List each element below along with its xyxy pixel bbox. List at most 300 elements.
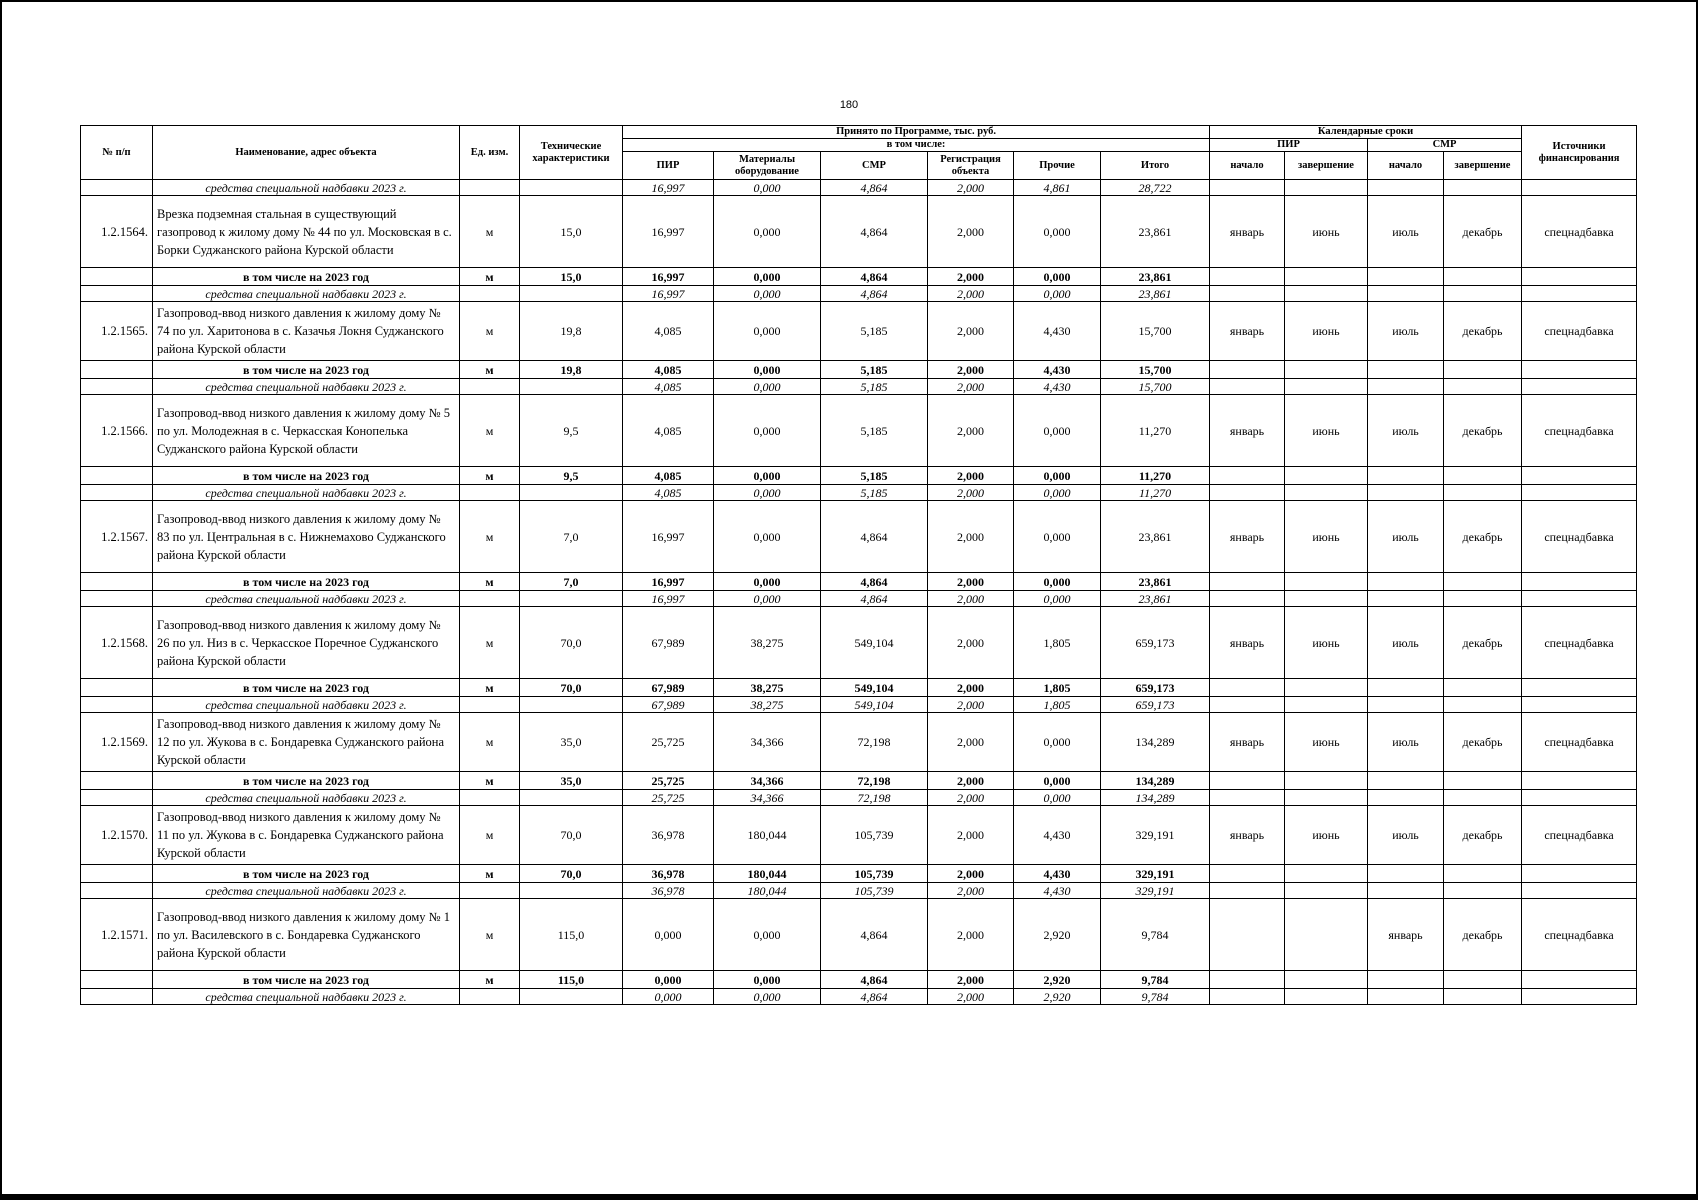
- cell-empty: [1210, 573, 1285, 591]
- row-smr-start: июль: [1368, 395, 1444, 467]
- row-pir-end: июнь: [1285, 607, 1368, 679]
- row-smr-start: июль: [1368, 806, 1444, 865]
- row-reg: 2,000: [928, 607, 1014, 679]
- header-smr: СМР: [821, 152, 928, 180]
- source-row: [81, 790, 1637, 806]
- cell-empty: [1444, 697, 1522, 713]
- row-pir-end: июнь: [1285, 501, 1368, 573]
- row-pir-start: январь: [1210, 713, 1285, 772]
- cell-empty: [81, 865, 153, 883]
- subtotal-label: в том числе на 2023 год: [153, 971, 460, 989]
- header-pir-start: начало: [1210, 152, 1285, 180]
- subtotal-smr: 105,739: [821, 865, 928, 883]
- table-row: [81, 806, 1637, 865]
- row-pir-start: январь: [1210, 302, 1285, 361]
- src-mat: 0,000: [714, 591, 821, 607]
- subtotal-other: 0,000: [1014, 573, 1101, 591]
- subtotal-smr: 5,185: [821, 467, 928, 485]
- cell-empty: [1285, 180, 1368, 196]
- row-other: 4,430: [1014, 806, 1101, 865]
- cell-empty: [1522, 865, 1637, 883]
- row-code: 1.2.1564.: [81, 196, 153, 268]
- cell-empty: [1368, 379, 1444, 395]
- row-unit: м: [460, 713, 520, 772]
- subtotal-unit: м: [460, 573, 520, 591]
- row-pir-end: июнь: [1285, 713, 1368, 772]
- row-code: 1.2.1565.: [81, 302, 153, 361]
- row-other: 4,430: [1014, 302, 1101, 361]
- subtotal-reg: 2,000: [928, 268, 1014, 286]
- cell-empty: [1368, 679, 1444, 697]
- cell-empty: [1210, 697, 1285, 713]
- subtotal-unit: м: [460, 467, 520, 485]
- row-smr-end: декабрь: [1444, 395, 1522, 467]
- src-label: средства специальной надбавки 2023 г.: [153, 485, 460, 501]
- row-pir-end: июнь: [1285, 196, 1368, 268]
- row-total: 329,191: [1101, 806, 1210, 865]
- cell-empty: [1444, 573, 1522, 591]
- cell-empty: [1368, 790, 1444, 806]
- row-name: Газопровод-ввод низкого давления к жилому дому № 11 по ул. Жукова в с. Бондаревка Суджанского района Курской области: [153, 806, 460, 865]
- row-code: 1.2.1568.: [81, 607, 153, 679]
- cell-empty: [520, 485, 623, 501]
- subtotal-row: [81, 361, 1637, 379]
- subtotal-reg: 2,000: [928, 865, 1014, 883]
- src-mat: 180,044: [714, 883, 821, 899]
- subtotal-mat: 0,000: [714, 971, 821, 989]
- src-smr: 4,864: [821, 286, 928, 302]
- src-reg: 2,000: [928, 591, 1014, 607]
- subtotal-reg: 2,000: [928, 679, 1014, 697]
- subtotal-unit: м: [460, 772, 520, 790]
- subtotal-smr: 72,198: [821, 772, 928, 790]
- src-pir: 0,000: [623, 989, 714, 1005]
- page-bottom-edge: [0, 1194, 1698, 1200]
- subtotal-smr: 4,864: [821, 971, 928, 989]
- src-other: 4,430: [1014, 379, 1101, 395]
- cell-empty: [1368, 286, 1444, 302]
- row-smr-start: июль: [1368, 302, 1444, 361]
- subtotal-pir: 0,000: [623, 971, 714, 989]
- subtotal-other: 1,805: [1014, 679, 1101, 697]
- row-mat: 0,000: [714, 899, 821, 971]
- subtotal-other: 2,920: [1014, 971, 1101, 989]
- src-mat: 34,366: [714, 790, 821, 806]
- row-finance: спецнадбавка: [1522, 806, 1637, 865]
- cell-empty: [1368, 865, 1444, 883]
- row-smr-start: июль: [1368, 607, 1444, 679]
- subtotal-label: в том числе на 2023 год: [153, 865, 460, 883]
- subtotal-pir: 4,085: [623, 467, 714, 485]
- header-registration: Регистрация объекта: [928, 152, 1014, 180]
- cell-empty: [1522, 679, 1637, 697]
- row-smr: 5,185: [821, 302, 928, 361]
- subtotal-pir: 4,085: [623, 361, 714, 379]
- cell-empty: [1444, 989, 1522, 1005]
- cell-empty: [1210, 865, 1285, 883]
- row-other: 0,000: [1014, 395, 1101, 467]
- subtotal-pir: 25,725: [623, 772, 714, 790]
- header-materials: Материалы оборудование: [714, 152, 821, 180]
- subtotal-row: [81, 573, 1637, 591]
- table-row-top-src: [81, 180, 1637, 196]
- cell-empty: [1522, 697, 1637, 713]
- cell-empty: [460, 883, 520, 899]
- cell-empty: [460, 790, 520, 806]
- cell-empty: [1522, 989, 1637, 1005]
- src-total: 9,784: [1101, 989, 1210, 1005]
- row-tech: 115,0: [520, 899, 623, 971]
- cell-empty: [1444, 772, 1522, 790]
- cell-empty: [1368, 989, 1444, 1005]
- header-pir-end: завершение: [1285, 152, 1368, 180]
- row-name: Газопровод-ввод низкого давления к жилому дому № 26 по ул. Низ в с. Черкасское Поречное Суджанского района Курской области: [153, 607, 460, 679]
- cell-empty: [520, 697, 623, 713]
- cell-empty: [1285, 268, 1368, 286]
- header-cal-pir: ПИР: [1210, 139, 1368, 152]
- cell-empty: [1285, 772, 1368, 790]
- cell-empty: [1444, 379, 1522, 395]
- cell-empty: [81, 485, 153, 501]
- row-other: 0,000: [1014, 501, 1101, 573]
- src-mat: 0,000: [714, 379, 821, 395]
- row-reg: 2,000: [928, 395, 1014, 467]
- cell-empty: [1285, 286, 1368, 302]
- src-mat: 0,000: [714, 485, 821, 501]
- cell-empty: [1210, 467, 1285, 485]
- row-reg: 2,000: [928, 806, 1014, 865]
- subtotal-row: [81, 268, 1637, 286]
- cell-empty: [1285, 573, 1368, 591]
- row-mat: 0,000: [714, 501, 821, 573]
- subtotal-smr: 549,104: [821, 679, 928, 697]
- src-smr: 4,864: [821, 989, 928, 1005]
- cell-empty: [1285, 989, 1368, 1005]
- cell-empty: [460, 485, 520, 501]
- cell-empty: [1522, 971, 1637, 989]
- subtotal-tech: 115,0: [520, 971, 623, 989]
- subtotal-other: 0,000: [1014, 467, 1101, 485]
- row-name: Врезка подземная стальная в существующий газопровод к жилому дому № 44 по ул. Московская в с. Борки Суджанского района Курской области: [153, 196, 460, 268]
- src-label: средства специальной надбавки 2023 г.: [153, 697, 460, 713]
- src-other: 0,000: [1014, 591, 1101, 607]
- row-total: 23,861: [1101, 501, 1210, 573]
- subtotal-reg: 2,000: [928, 467, 1014, 485]
- row-mat: 0,000: [714, 302, 821, 361]
- cell-empty: [81, 971, 153, 989]
- cell-empty: [81, 591, 153, 607]
- row-smr-start: июль: [1368, 501, 1444, 573]
- cell-empty: [1522, 286, 1637, 302]
- row-pir: 4,085: [623, 395, 714, 467]
- cell-empty: [81, 883, 153, 899]
- src-other: 0,000: [1014, 790, 1101, 806]
- source-row: [81, 485, 1637, 501]
- row-unit: м: [460, 395, 520, 467]
- subtotal-mat: 0,000: [714, 573, 821, 591]
- cell-empty: [1522, 379, 1637, 395]
- source-row: [81, 989, 1637, 1005]
- src-mat: 0,000: [714, 989, 821, 1005]
- src-label: средства специальной надбавки 2023 г.: [153, 180, 460, 196]
- src-label: средства специальной надбавки 2023 г.: [153, 790, 460, 806]
- row-smr-start: июль: [1368, 196, 1444, 268]
- row-reg: 2,000: [928, 899, 1014, 971]
- header-pir: ПИР: [623, 152, 714, 180]
- cell-empty: [1444, 790, 1522, 806]
- table-row: [81, 395, 1637, 467]
- row-smr-end: декабрь: [1444, 196, 1522, 268]
- cell-empty: [1285, 697, 1368, 713]
- src-other: 0,000: [1014, 485, 1101, 501]
- cell-empty: [1522, 485, 1637, 501]
- row-reg: 2,000: [928, 713, 1014, 772]
- cell-empty: [1444, 591, 1522, 607]
- src-total: 23,861: [1101, 591, 1210, 607]
- cell-empty: [81, 989, 153, 1005]
- row-code: 1.2.1571.: [81, 899, 153, 971]
- src-total: 15,700: [1101, 379, 1210, 395]
- row-finance: спецнадбавка: [1522, 395, 1637, 467]
- table-body: [81, 180, 1637, 1005]
- row-unit: м: [460, 501, 520, 573]
- cell-empty: [1522, 591, 1637, 607]
- src-other: 0,000: [1014, 286, 1101, 302]
- cell-empty: [1210, 989, 1285, 1005]
- subtotal-pir: 16,997: [623, 268, 714, 286]
- subtotal-reg: 2,000: [928, 573, 1014, 591]
- subtotal-label: в том числе на 2023 год: [153, 573, 460, 591]
- source-row: [81, 697, 1637, 713]
- row-smr: 549,104: [821, 607, 928, 679]
- row-total: 659,173: [1101, 607, 1210, 679]
- row-unit: м: [460, 899, 520, 971]
- subtotal-mat: 0,000: [714, 268, 821, 286]
- cell-empty: [1368, 485, 1444, 501]
- row-pir: 4,085: [623, 302, 714, 361]
- cell-empty: [1285, 361, 1368, 379]
- row-tech: 70,0: [520, 607, 623, 679]
- header-finance: Источники финансирования: [1522, 126, 1637, 180]
- src-mat: 0,000: [714, 286, 821, 302]
- row-other: 2,920: [1014, 899, 1101, 971]
- cell-empty: [1444, 865, 1522, 883]
- subtotal-tech: 19,8: [520, 361, 623, 379]
- row-pir-end: июнь: [1285, 302, 1368, 361]
- cell-empty: [1285, 790, 1368, 806]
- src-label: средства специальной надбавки 2023 г.: [153, 989, 460, 1005]
- cell-empty: [1210, 361, 1285, 379]
- cell-empty: [1285, 883, 1368, 899]
- cell-empty: [1285, 467, 1368, 485]
- row-finance: спецнадбавка: [1522, 501, 1637, 573]
- cell-empty: [81, 697, 153, 713]
- source-row: [81, 286, 1637, 302]
- src-other: 4,861: [1014, 180, 1101, 196]
- row-tech: 70,0: [520, 806, 623, 865]
- subtotal-total: 329,191: [1101, 865, 1210, 883]
- header-total: Итого: [1101, 152, 1210, 180]
- subtotal-unit: м: [460, 865, 520, 883]
- table-row: [81, 713, 1637, 772]
- table-row: [81, 607, 1637, 679]
- src-smr: 72,198: [821, 790, 928, 806]
- cell-empty: [520, 883, 623, 899]
- cell-empty: [460, 379, 520, 395]
- row-finance: спецнадбавка: [1522, 196, 1637, 268]
- src-pir: 4,085: [623, 379, 714, 395]
- row-tech: 35,0: [520, 713, 623, 772]
- cell-empty: [460, 286, 520, 302]
- row-name: Газопровод-ввод низкого давления к жилому дому № 83 по ул. Центральная в с. Нижнемахово Суджанского района Курской области: [153, 501, 460, 573]
- page-number: 180: [839, 99, 859, 111]
- cell-empty: [1522, 180, 1637, 196]
- cell-empty: [1285, 679, 1368, 697]
- row-smr: 72,198: [821, 713, 928, 772]
- row-mat: 34,366: [714, 713, 821, 772]
- row-name: Газопровод-ввод низкого давления к жилому дому № 74 по ул. Харитонова в с. Казачья Локня Суджанского района Курской области: [153, 302, 460, 361]
- subtotal-row: [81, 467, 1637, 485]
- header-calendar: Календарные сроки: [1210, 126, 1522, 139]
- src-pir: 16,997: [623, 591, 714, 607]
- src-reg: 2,000: [928, 379, 1014, 395]
- header-num: № п/п: [81, 126, 153, 180]
- subtotal-smr: 5,185: [821, 361, 928, 379]
- header-cal-smr: СМР: [1368, 139, 1522, 152]
- subtotal-tech: 35,0: [520, 772, 623, 790]
- src-smr: 549,104: [821, 697, 928, 713]
- subtotal-unit: м: [460, 679, 520, 697]
- row-smr-start: январь: [1368, 899, 1444, 971]
- row-unit: м: [460, 196, 520, 268]
- cell-empty: [1522, 467, 1637, 485]
- program-table: [80, 125, 1637, 1005]
- row-finance: спецнадбавка: [1522, 899, 1637, 971]
- row-smr: 105,739: [821, 806, 928, 865]
- cell-empty: [81, 679, 153, 697]
- cell-empty: [81, 180, 153, 196]
- row-name: Газопровод-ввод низкого давления к жилому дому № 12 по ул. Жукова в с. Бондаревка Суджанского района Курской области: [153, 713, 460, 772]
- cell-empty: [1210, 790, 1285, 806]
- src-other: 4,430: [1014, 883, 1101, 899]
- row-total: 9,784: [1101, 899, 1210, 971]
- cell-empty: [1210, 591, 1285, 607]
- row-pir: 16,997: [623, 196, 714, 268]
- header-smr-start: начало: [1368, 152, 1444, 180]
- src-total: 23,861: [1101, 286, 1210, 302]
- src-reg: 2,000: [928, 790, 1014, 806]
- cell-empty: [1285, 591, 1368, 607]
- cell-empty: [81, 379, 153, 395]
- row-smr: 4,864: [821, 501, 928, 573]
- cell-empty: [520, 379, 623, 395]
- cell-empty: [1522, 883, 1637, 899]
- cell-empty: [1444, 467, 1522, 485]
- src-label: средства специальной надбавки 2023 г.: [153, 379, 460, 395]
- subtotal-other: 4,430: [1014, 361, 1101, 379]
- subtotal-total: 23,861: [1101, 573, 1210, 591]
- cell-empty: [520, 180, 623, 196]
- header-smr-end: завершение: [1444, 152, 1522, 180]
- cell-empty: [1285, 379, 1368, 395]
- src-pir: 16,997: [623, 180, 714, 196]
- cell-empty: [81, 790, 153, 806]
- cell-empty: [1210, 679, 1285, 697]
- row-code: 1.2.1566.: [81, 395, 153, 467]
- cell-empty: [1444, 180, 1522, 196]
- src-smr: 5,185: [821, 485, 928, 501]
- row-unit: м: [460, 302, 520, 361]
- cell-empty: [1285, 971, 1368, 989]
- subtotal-mat: 34,366: [714, 772, 821, 790]
- cell-empty: [520, 286, 623, 302]
- subtotal-tech: 70,0: [520, 679, 623, 697]
- table-row: [81, 501, 1637, 573]
- row-tech: 7,0: [520, 501, 623, 573]
- cell-empty: [1210, 485, 1285, 501]
- cell-empty: [81, 772, 153, 790]
- row-code: 1.2.1569.: [81, 713, 153, 772]
- src-total: 28,722: [1101, 180, 1210, 196]
- row-smr-end: декабрь: [1444, 899, 1522, 971]
- src-total: 329,191: [1101, 883, 1210, 899]
- cell-empty: [520, 790, 623, 806]
- table-header: [81, 126, 1637, 180]
- table-row: [81, 899, 1637, 971]
- row-total: 15,700: [1101, 302, 1210, 361]
- subtotal-pir: 67,989: [623, 679, 714, 697]
- row-mat: 0,000: [714, 196, 821, 268]
- src-reg: 2,000: [928, 697, 1014, 713]
- row-total: 134,289: [1101, 713, 1210, 772]
- subtotal-label: в том числе на 2023 год: [153, 268, 460, 286]
- cell-empty: [1368, 467, 1444, 485]
- source-row: [81, 591, 1637, 607]
- subtotal-row: [81, 772, 1637, 790]
- table-row: [81, 302, 1637, 361]
- row-total: 11,270: [1101, 395, 1210, 467]
- row-mat: 38,275: [714, 607, 821, 679]
- cell-empty: [1368, 180, 1444, 196]
- row-reg: 2,000: [928, 501, 1014, 573]
- src-reg: 2,000: [928, 883, 1014, 899]
- subtotal-row: [81, 865, 1637, 883]
- src-smr: 4,864: [821, 180, 928, 196]
- header-other: Прочие: [1014, 152, 1101, 180]
- row-code: 1.2.1570.: [81, 806, 153, 865]
- row-other: 0,000: [1014, 713, 1101, 772]
- row-unit: м: [460, 607, 520, 679]
- subtotal-smr: 4,864: [821, 268, 928, 286]
- row-tech: 9,5: [520, 395, 623, 467]
- cell-empty: [1368, 971, 1444, 989]
- row-tech: 15,0: [520, 196, 623, 268]
- header-incl: в том числе:: [623, 139, 1210, 152]
- cell-empty: [1210, 379, 1285, 395]
- cell-empty: [1444, 361, 1522, 379]
- cell-empty: [1522, 573, 1637, 591]
- subtotal-label: в том числе на 2023 год: [153, 361, 460, 379]
- row-smr-end: декабрь: [1444, 713, 1522, 772]
- row-finance: спецнадбавка: [1522, 607, 1637, 679]
- header-tech: Технические характеристики: [520, 126, 623, 180]
- source-row: [81, 379, 1637, 395]
- src-materials: 0,000: [714, 180, 821, 196]
- row-other: 1,805: [1014, 607, 1101, 679]
- subtotal-tech: 9,5: [520, 467, 623, 485]
- row-pir: 25,725: [623, 713, 714, 772]
- row-smr: 5,185: [821, 395, 928, 467]
